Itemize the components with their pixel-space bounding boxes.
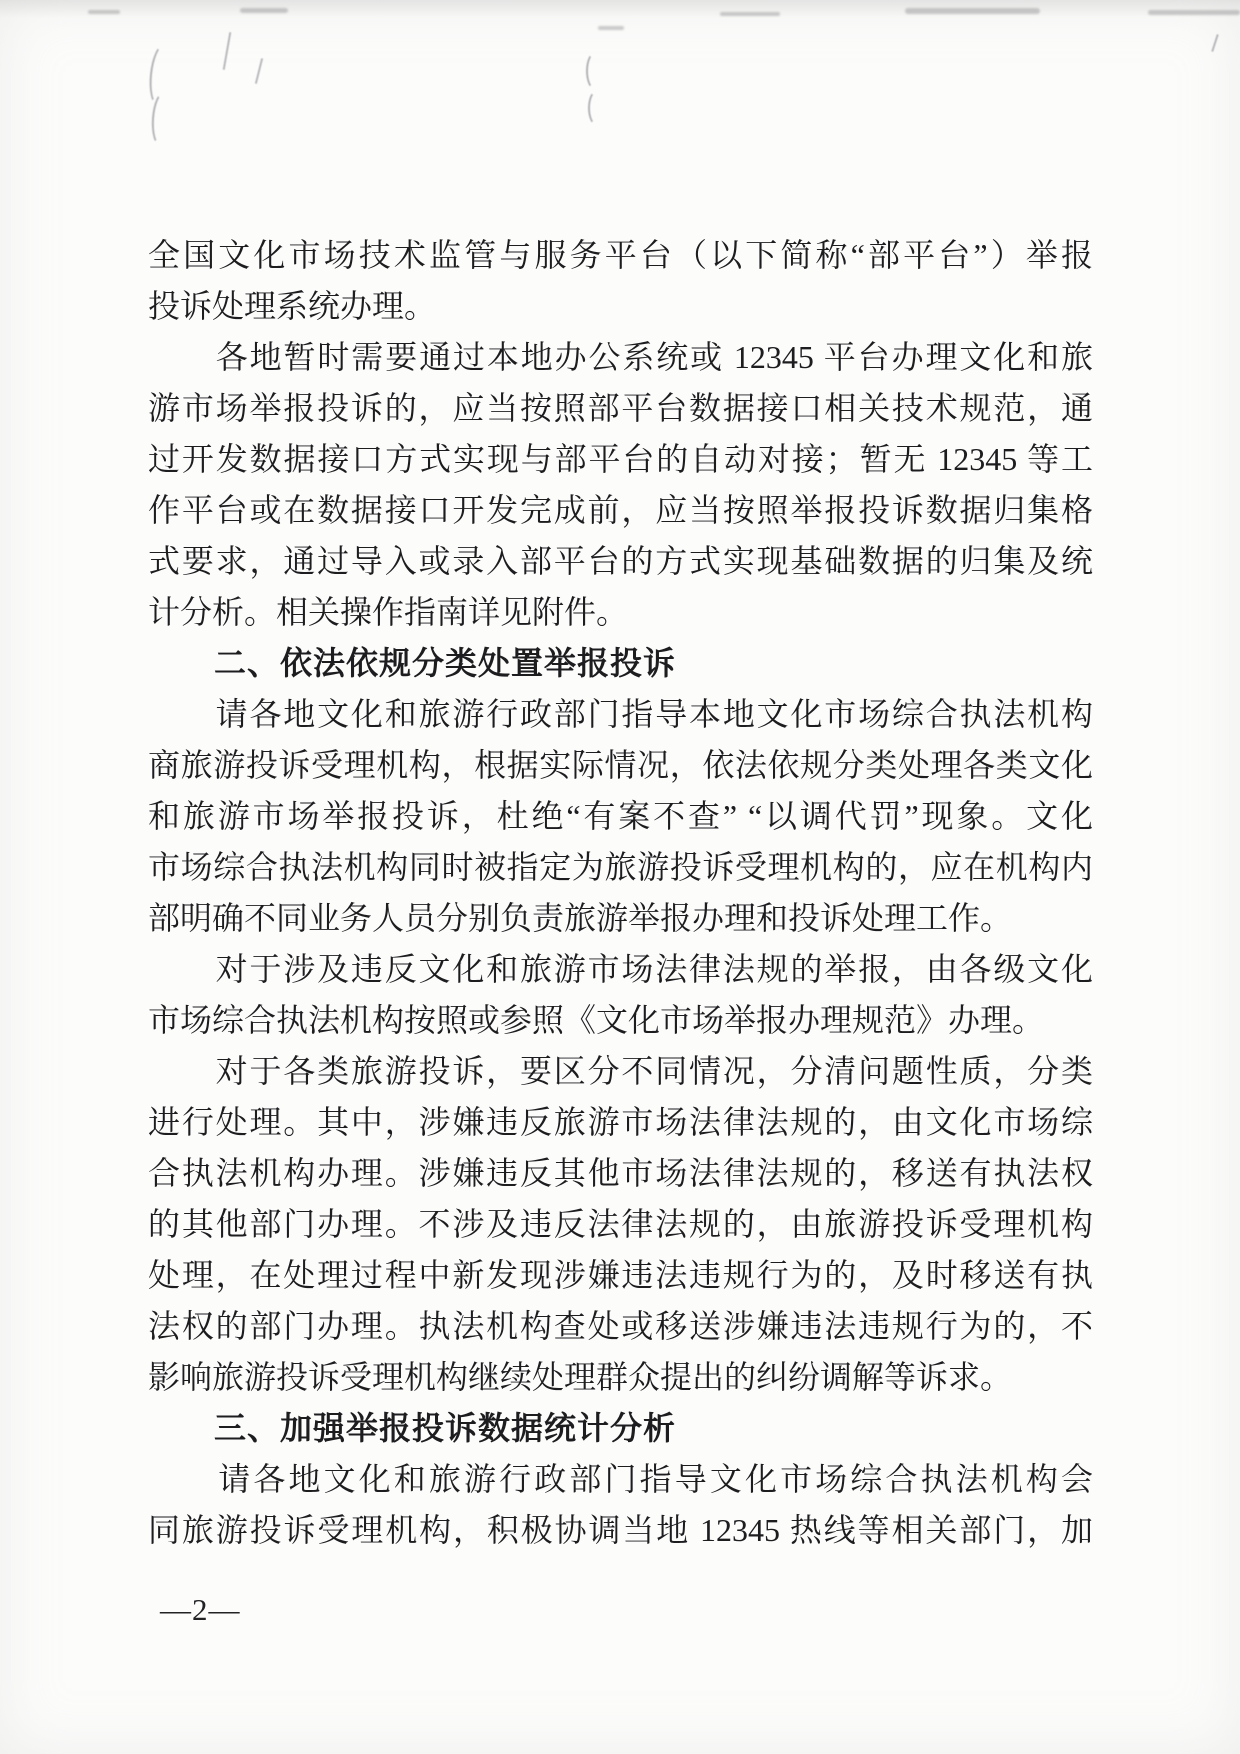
text-line: 合执法机构办理。涉嫌违反其他市场法律法规的，移送有执法权 bbox=[148, 1155, 1093, 1191]
text-line: 请各地文化和旅游行政部门指导文化市场综合执法机构会 bbox=[148, 1461, 1093, 1497]
text-line: 各地暂时需要通过本地办公系统或 12345 平台办理文化和旅 bbox=[148, 339, 1093, 375]
scan-artifact-top-band bbox=[0, 0, 1240, 26]
scan-artifact-smudge bbox=[720, 12, 780, 16]
page-number: —2— bbox=[160, 1592, 241, 1627]
text-line: 商旅游投诉受理机构，根据实际情况，依法依规分类处理各类文化 bbox=[148, 747, 1093, 783]
scan-artifact-smudge bbox=[240, 8, 288, 13]
scan-artifact-smudge bbox=[1148, 10, 1240, 15]
text-line: 对于涉及违反文化和旅游市场法律法规的举报，由各级文化 bbox=[148, 951, 1093, 987]
text-line: 影响旅游投诉受理机构继续处理群众提出的纠纷调解等诉求。 bbox=[148, 1359, 1013, 1395]
section-heading: 三、加强举报投诉数据统计分析 bbox=[148, 1410, 677, 1446]
text-line: 式要求，通过导入或录入部平台的方式实现基础数据的归集及统 bbox=[148, 543, 1093, 579]
scan-artifact-smudge bbox=[88, 10, 120, 14]
text-line: 过开发数据接口方式实现与部平台的自动对接；暂无 12345 等工 bbox=[148, 441, 1093, 477]
text-line: 进行处理。其中，涉嫌违反旅游市场法律法规的，由文化市场综 bbox=[148, 1104, 1093, 1140]
scan-artifact-smudge bbox=[598, 26, 624, 30]
text-line: 处理，在处理过程中新发现涉嫌违法违规行为的，及时移送有执 bbox=[148, 1257, 1093, 1293]
scan-artifact-bracket bbox=[255, 58, 263, 84]
text-line: 对于各类旅游投诉，要区分不同情况，分清问题性质，分类 bbox=[148, 1053, 1093, 1089]
text-line: 市场综合执法机构按照或参照《文化市场举报办理规范》办理。 bbox=[148, 1002, 1045, 1038]
scan-artifact-bracket bbox=[586, 52, 604, 90]
text-line: 计分析。相关操作指南详见附件。 bbox=[148, 594, 629, 630]
text-line: 请各地文化和旅游行政部门指导本地文化市场综合执法机构 bbox=[148, 696, 1093, 732]
text-line: 全国文化市场技术监管与服务平台（以下简称“部平台”）举报 bbox=[148, 237, 1093, 273]
text-line: 部明确不同业务人员分别负责旅游举报办理和投诉处理工作。 bbox=[148, 900, 1013, 936]
text-line: 和旅游市场举报投诉，杜绝“有案不查” “以调代罚”现象。文化 bbox=[148, 798, 1093, 834]
text-line: 游市场举报投诉的，应当按照部平台数据接口相关技术规范，通 bbox=[148, 390, 1093, 426]
text-line: 的其他部门办理。不涉及违反法律法规的，由旅游投诉受理机构 bbox=[148, 1206, 1093, 1242]
text-line: 同旅游投诉受理机构，积极协调当地 12345 热线等相关部门，加 bbox=[148, 1512, 1093, 1548]
text-line: 市场综合执法机构同时被指定为旅游投诉受理机构的，应在机构内 bbox=[148, 849, 1093, 885]
text-line: 作平台或在数据接口开发完成前，应当按照举报投诉数据归集格 bbox=[148, 492, 1093, 528]
scan-artifact-smudge bbox=[905, 8, 1040, 14]
scan-artifact-bracket bbox=[588, 90, 606, 126]
scan-artifact-bracket bbox=[223, 32, 232, 70]
section-heading: 二、依法依规分类处置举报投诉 bbox=[148, 645, 677, 681]
text-line: 投诉处理系统办理。 bbox=[148, 288, 437, 324]
text-line: 法权的部门办理。执法机构查处或移送涉嫌违法违规行为的，不 bbox=[148, 1308, 1093, 1344]
scan-artifact-bracket bbox=[1211, 34, 1218, 52]
text-block bbox=[148, 230, 1093, 1556]
